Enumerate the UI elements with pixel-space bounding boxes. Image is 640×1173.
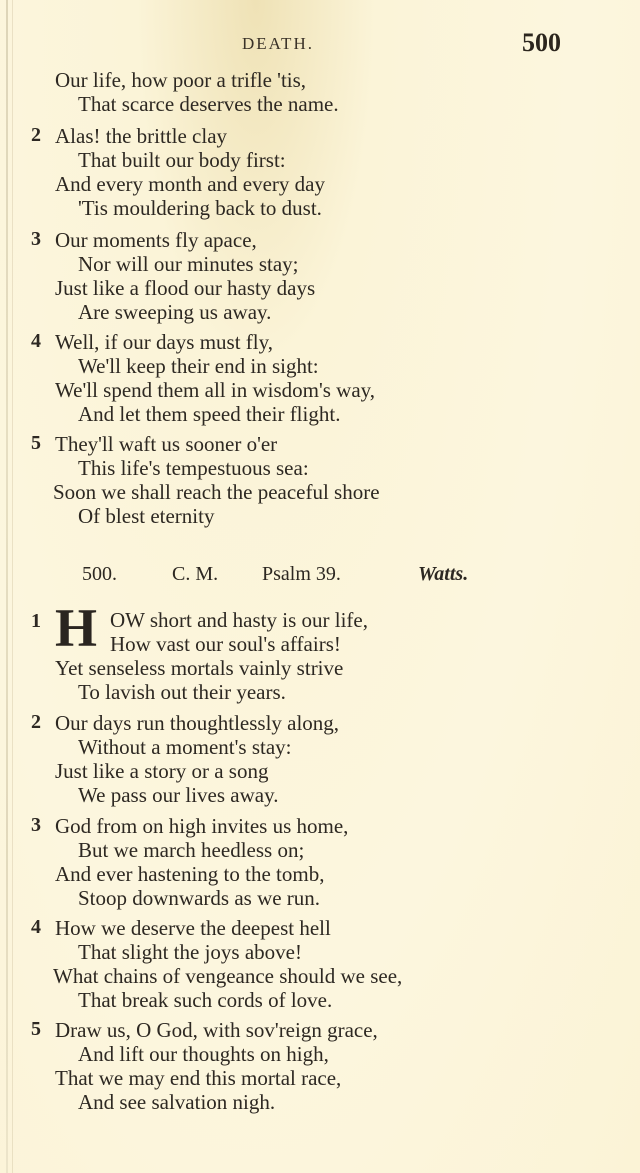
verse-line: We'll keep their end in sight:	[78, 354, 319, 378]
running-head: DEATH.	[242, 34, 314, 53]
verse-number: 5	[31, 432, 41, 454]
verse-line: Just like a flood our hasty days	[55, 276, 316, 300]
verse-line: Our moments fly apace,	[55, 228, 257, 252]
verse-line: We pass our lives away.	[78, 783, 279, 807]
hymn-scripture: Psalm 39.	[262, 563, 341, 585]
verse-number: 4	[31, 916, 41, 938]
hymn-number: 500.	[82, 563, 117, 585]
binding-edge-inner	[12, 0, 13, 1173]
page-header	[0, 28, 640, 62]
verse-line: Alas! the brittle clay	[55, 124, 228, 148]
verse-line: Yet senseless mortals vainly strive	[55, 656, 344, 680]
verse-number: 3	[31, 228, 41, 250]
verse-number: 2	[31, 711, 41, 733]
verse-line: Soon we shall reach the peaceful shore	[53, 480, 380, 504]
verse-line: That break such cords of love.	[78, 988, 333, 1012]
verse-line: OW short and hasty is our life,	[110, 608, 368, 632]
verse-line: That slight the joys above!	[78, 940, 302, 964]
verse-line: And ever hastening to the tomb,	[55, 862, 325, 886]
verse-number: 2	[31, 124, 41, 146]
binding-edge	[6, 0, 8, 1173]
verse-line: We'll spend them all in wisdom's way,	[55, 378, 376, 402]
verse-line: Without a moment's stay:	[78, 735, 292, 759]
verse-line: And let them speed their flight.	[78, 402, 341, 426]
verse-number: 5	[31, 1018, 41, 1040]
verse-line: Nor will our minutes stay;	[78, 252, 299, 276]
verse-line: They'll waft us sooner o'er	[55, 432, 278, 456]
drop-cap: H	[55, 598, 98, 658]
verse-line: This life's tempestuous sea:	[78, 456, 309, 480]
verse-line: Well, if our days must fly,	[55, 330, 273, 354]
verse-line: Of blest eternity	[78, 504, 215, 528]
verse-line: And every month and every day	[55, 172, 325, 196]
verse-line: Just like a story or a song	[55, 759, 269, 783]
verse-line: How we deserve the deepest hell	[55, 916, 331, 940]
hymn-author: Watts.	[418, 563, 469, 585]
verse-line: Stoop downwards as we run.	[78, 886, 321, 910]
page-number: 500	[522, 28, 561, 57]
verse-line: But we march heedless on;	[78, 838, 305, 862]
verse-line: Are sweeping us away.	[78, 300, 272, 324]
verse-line: God from on high invites us home,	[55, 814, 349, 838]
verse-line: That scarce deserves the name.	[78, 92, 339, 116]
verse-line: That we may end this mortal race,	[55, 1066, 342, 1090]
hymn-meter: C. M.	[172, 563, 219, 585]
verse-line: And see salvation nigh.	[78, 1090, 276, 1114]
verse-line: To lavish out their years.	[78, 680, 286, 704]
verse-number: 3	[31, 814, 41, 836]
verse-number: 4	[31, 330, 41, 352]
verse-line: And lift our thoughts on high,	[78, 1042, 329, 1066]
verse-line: How vast our soul's affairs!	[110, 632, 341, 656]
verse-line: Our life, how poor a trifle 'tis,	[55, 68, 307, 92]
verse-line: What chains of vengeance should we see,	[53, 964, 403, 988]
verse-line: Our days run thoughtlessly along,	[55, 711, 340, 735]
verse-line: Draw us, O God, with sov'reign grace,	[55, 1018, 378, 1042]
verse-line: 'Tis mouldering back to dust.	[78, 196, 322, 220]
verse-number: 1	[31, 610, 41, 632]
verse-line: That built our body first:	[78, 148, 286, 172]
